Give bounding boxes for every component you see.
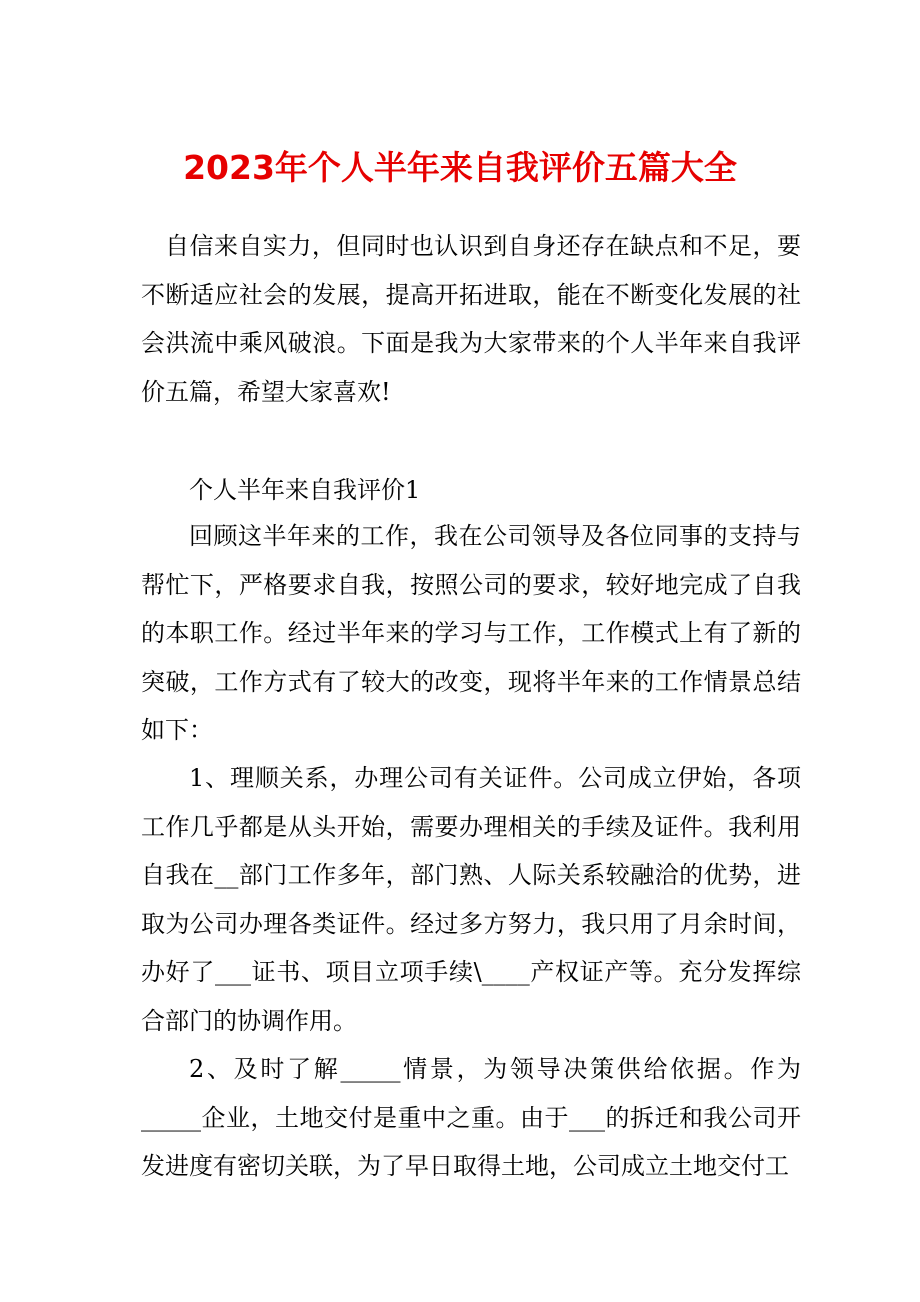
intro-paragraph: 自信来自实力，但同时也认识到自身还存在缺点和不足，要不断适应社会的发展，提高开拓进取，能在不断变化发展的社会洪流中乘风破浪。下面是我为大家带来的个人半年来自我评价五篇，希望大家喜欢! [141, 232, 801, 406]
body-paragraph: 2、及时了解_____情景，为领导决策供给依据。作为_____企业，土地交付是重中之重。由于___的拆迁和我公司开发进度有密切关联，为了早日取得土地，公司成立土地交付工 [141, 1055, 801, 1180]
section-heading: 个人半年来自我评价1 [189, 476, 421, 504]
body-paragraph: 回顾这半年来的工作，我在公司领导及各位同事的支持与帮忙下，严格要求自我，按照公司的要求，较好地完成了自我的本职工作。经过半年来的学习与工作，工作模式上有了新的突破，工作方式有了较大的改变，现将半年来的工作情景总结如下： [141, 522, 801, 744]
body-paragraph: 1、理顺关系，办理公司有关证件。公司成立伊始，各项工作几乎都是从头开始，需要办理相关的手续及证件。我利用自我在__部门工作多年，部门熟、人际关系较融洽的优势，进取为公司办理各类证件。经过多方努力，我只用了月余时间，办好了___证书、项目立项手续\____产权证产等。充分发挥综合部门的协调作用。 [141, 764, 801, 1035]
document-title: 2023年个人半年来自我评价五篇大全 [183, 148, 737, 187]
